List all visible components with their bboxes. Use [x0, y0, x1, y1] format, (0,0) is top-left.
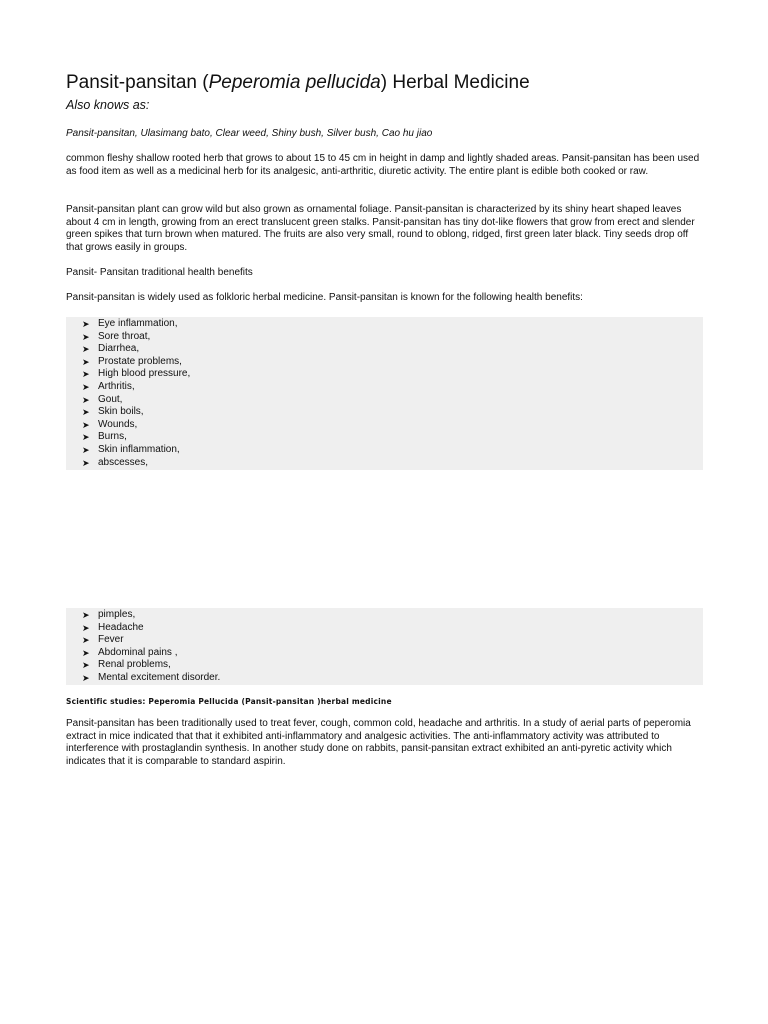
bullet-arrow-icon: ➤: [82, 369, 90, 380]
list-item: [66, 318, 703, 331]
bullet-arrow-icon: ➤: [82, 672, 90, 683]
studies-paragraph: Pansit-pansitan has been traditionally used to treat fever, cough, common cold, headache and arthritis. In a study of aerial parts of peperomia extract in mice indicated that that it exhibited anti-inflammatory and analgesic activities. The anti-inflammatory activity was attributed to interference with prostaglandin synthesis. In another study done on rabbits, pansit-pansitan extract exhibited an anti-pyretic activity which indicates that it is comparable to standard aspirin.: [66, 718, 691, 767]
bullet-arrow-icon: ➤: [82, 660, 90, 671]
list-item-text: Sore throat,: [98, 330, 151, 342]
list-item-text: Gout,: [98, 393, 123, 405]
list-item-text: Renal problems,: [98, 659, 171, 671]
bullet-arrow-icon: ➤: [82, 457, 90, 468]
list-item-text: Burns,: [98, 431, 127, 443]
list-item-text: Eye inflammation,: [98, 318, 178, 329]
list-item: [66, 431, 703, 444]
bullet-arrow-icon: ➤: [82, 381, 90, 392]
benefits-heading: Pansit- Pansitan traditional health benefits: [66, 267, 253, 278]
bullet-arrow-icon: ➤: [82, 419, 90, 430]
benefits-list-2: [66, 608, 703, 685]
list-item-text: pimples,: [98, 609, 136, 620]
list-item-text: Skin boils,: [98, 406, 144, 418]
intro-paragraph: common fleshy shallow rooted herb that grows to about 15 to 45 cm in height in damp and lightly shaded areas. Pansit-pansitan has been used as food item as well as a medicinal herb for its analgesic, anti-arthritic, diuretic activity. The entire plant is edible both cooked or raw.: [66, 153, 700, 177]
bullet-arrow-icon: ➤: [82, 356, 90, 367]
title-scientific-name: Peperomia pellucida: [208, 72, 381, 93]
description-paragraph: Pansit-pansitan plant can grow wild but also grown as ornamental foliage. Pansit-pansitan is characterized by its shiny heart shaped leaves about 4 cm in length, growing from an erect translucent green stalks. Pansit-pansitan has tiny dot-like flowers that grow from erect and slender green spikes that turn brown when matured. The fruits are also very small, round to oblong, ridged, first green later black. Tiny seeds drop off that grows easily in groups.: [66, 204, 695, 253]
list-item: [66, 622, 703, 635]
list-item-text: Prostate problems,: [98, 355, 182, 367]
bullet-arrow-icon: ➤: [82, 622, 90, 633]
list-item: [66, 634, 703, 647]
list-item: [66, 381, 703, 394]
also-known-label: Also knows as:: [66, 98, 150, 112]
list-item-text: High blood pressure,: [98, 368, 191, 380]
bullet-arrow-icon: ➤: [82, 319, 90, 329]
bullet-arrow-icon: ➤: [82, 444, 90, 455]
page-title: [66, 71, 530, 95]
benefits-intro: Pansit-pansitan is widely used as folkloric herbal medicine. Pansit-pansitan is known for the following health benefits:: [66, 292, 583, 303]
list-item: [66, 647, 703, 660]
list-item-text: Fever: [98, 634, 124, 646]
list-item: [66, 343, 703, 356]
bullet-arrow-icon: ➤: [82, 635, 90, 646]
aliases-text: Pansit-pansitan, Ulasimang bato, Clear weed, Shiny bush, Silver bush, Cao hu jiao: [66, 128, 433, 139]
list-item-text: Headache: [98, 621, 144, 633]
list-item: [66, 672, 703, 685]
list-item: [66, 356, 703, 369]
studies-heading: Scientific studies: Peperomia Pellucida (Pansit-pansitan )herbal medicine: [66, 697, 392, 706]
list-item: [66, 457, 703, 470]
bullet-arrow-icon: ➤: [82, 344, 90, 355]
bullet-arrow-icon: ➤: [82, 647, 90, 658]
list-item: [66, 394, 703, 407]
benefits-list-1: [66, 317, 703, 470]
list-item: [66, 659, 703, 672]
list-item: [66, 406, 703, 419]
list-item: [66, 419, 703, 432]
bullet-arrow-icon: ➤: [82, 610, 90, 620]
list-item-text: Mental excitement disorder.: [98, 671, 221, 683]
bullet-arrow-icon: ➤: [82, 407, 90, 418]
list-item-text: Arthritis,: [98, 380, 135, 392]
bullet-arrow-icon: ➤: [82, 432, 90, 443]
list-item-text: Abdominal pains ,: [98, 646, 178, 658]
list-item: [66, 444, 703, 457]
title-suffix: ) Herbal Medicine: [380, 72, 530, 93]
list-item-text: Wounds,: [98, 418, 138, 430]
list-item-text: Diarrhea,: [98, 343, 140, 355]
list-item-text: Skin inflammation,: [98, 443, 180, 455]
list-item-text: abscesses,: [98, 456, 149, 468]
list-item: [66, 368, 703, 381]
bullet-arrow-icon: ➤: [82, 331, 90, 342]
list-item: [66, 609, 703, 622]
title-prefix: Pansit-pansitan (: [66, 72, 209, 93]
bullet-arrow-icon: ➤: [82, 394, 90, 405]
list-item: [66, 331, 703, 344]
